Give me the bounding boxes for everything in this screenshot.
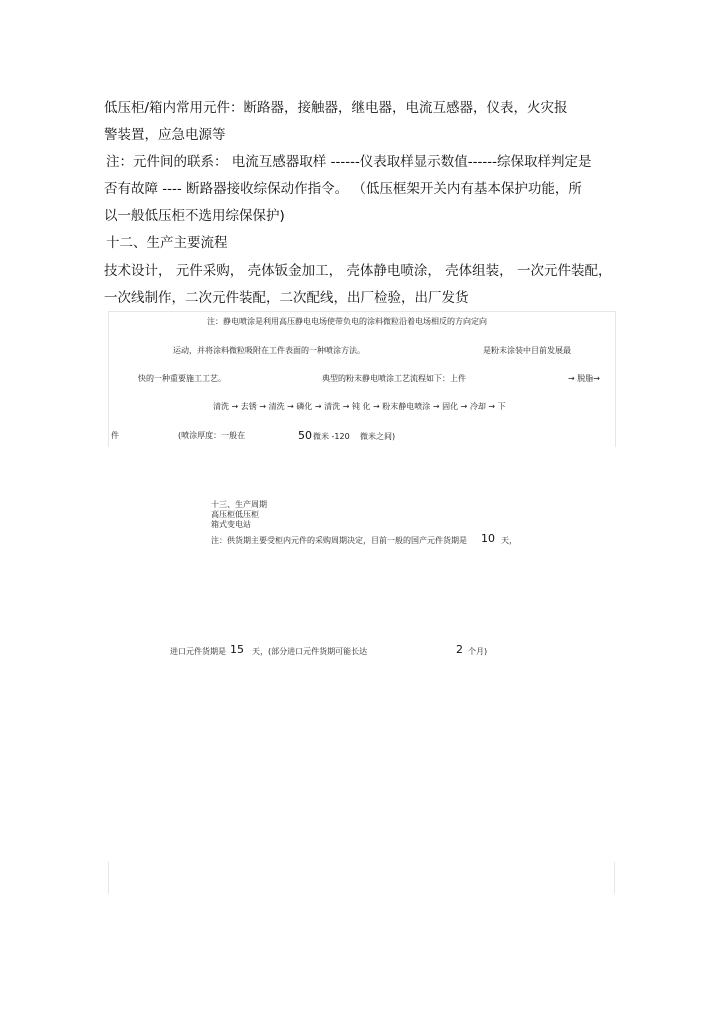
import-note-c: 个月)	[468, 647, 488, 656]
note-row-2b: 是粉末涂装中目前发展最	[483, 346, 571, 355]
lower-right-edge	[614, 862, 615, 894]
note-row-5d: 微米 -120	[313, 432, 350, 441]
note-row-5a: 件	[111, 431, 119, 440]
text-line-6: 技术设计， 元件采购， 壳体钣金加工， 壳体静电喷涂， 壳体组装， 一次元件装配，	[104, 263, 612, 279]
text-line-4: 否有故障 ---- 断路器接收综保动作指令。 （低压框架开关内有基本保护功能，所	[104, 181, 582, 197]
cycle-sub-1: 高压柜低压柜	[211, 510, 259, 519]
note-row-1: 注：静电喷涂是利用高压静电电场使带负电的涂料微粒沿着电场相反的方向定向	[207, 317, 487, 326]
text-line-3: 注：元件间的联系： 电流互感器取样 ------仪表取样显示数值------综保取样判定是	[106, 154, 592, 170]
import-note-b: 天，(部分进口元件货期可能长达	[252, 647, 368, 656]
note-row-5b: (喷涂厚度：一般在	[178, 431, 246, 440]
note-box-right-border	[615, 311, 616, 447]
note-box-left-border	[108, 311, 109, 447]
cycle-sub-2: 箱式变电站	[211, 520, 251, 529]
note-row-4-process: 清洗 → 去锈 → 清洗 → 磷化 → 清洗 → 钝 化 → 粉末静电喷涂 → 固化 → 冷却 → 下	[213, 402, 506, 411]
cycle-note-a: 注：供货期主要受柜内元件的采购周期决定，目前一般的国产元件货期是	[211, 536, 467, 545]
section-heading: 十二、生产主要流程	[106, 235, 228, 251]
text-line-2: 警装置，应急电源等	[104, 127, 226, 143]
import-note-num2: 2	[456, 643, 463, 656]
note-row-3b: 典型的粉末静电喷涂工艺流程如下：上件	[322, 374, 466, 383]
text-line-1: 低压柜/箱内常用元件：断路器，接触器，继电器，电流互感器，仪表，火灾报	[104, 100, 568, 116]
note-box-top-border	[108, 311, 616, 312]
note-row-5e: 微米之间)	[360, 432, 396, 441]
import-note-a: 进口元件货期是	[170, 647, 226, 656]
lower-left-edge	[108, 862, 109, 894]
cycle-note-b: 天，	[501, 536, 517, 545]
text-line-5: 以一般低压柜不选用综保保护)	[104, 208, 285, 224]
cycle-title: 十三、生产周期	[211, 500, 267, 509]
note-row-3a: 快的一种重要施工工艺。	[138, 374, 226, 383]
cycle-note-num: 10	[481, 532, 495, 545]
text-line-7: 一次线制作，二次元件装配，二次配线，出厂检验，出厂发货	[104, 290, 469, 306]
import-note-num: 15	[230, 643, 244, 656]
note-row-2a: 运动，并将涂料微粒吸附在工件表面的一种喷涂方法。	[173, 346, 365, 355]
note-row-5-num: 50	[298, 429, 312, 442]
note-row-3c: → 脱脂→	[568, 374, 600, 383]
